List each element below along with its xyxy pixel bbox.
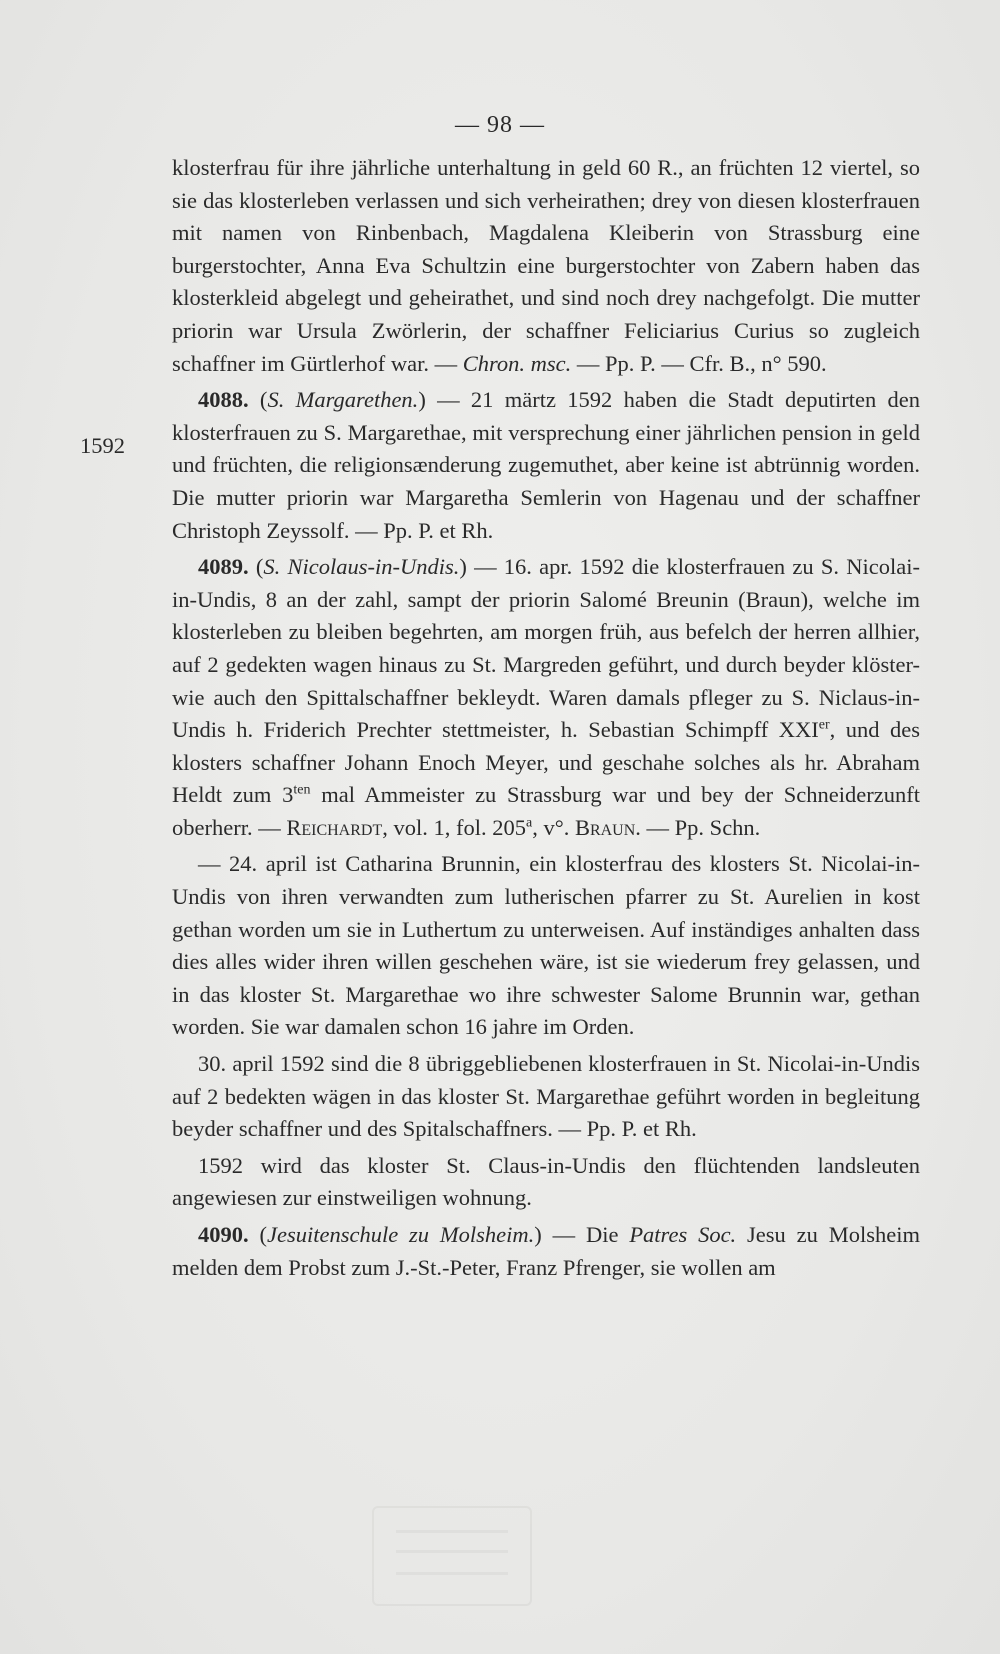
margin-year: 1592	[80, 433, 125, 458]
paragraph	[172, 848, 920, 1044]
text-segment: mal Ammeister zu Strassburg war und bey der Schneiderzunft oberherr. —	[172, 782, 920, 840]
text-segment: er	[818, 717, 830, 733]
text-segment: ) — Die	[534, 1222, 630, 1247]
page-number: — 98 —	[455, 112, 545, 138]
text-segment: (	[248, 387, 268, 413]
text-segment: — Pp. P. — Cfr. B., n° 590.	[571, 350, 827, 376]
paragraph	[172, 384, 920, 547]
text-segment: Jesu zu Molsheim melden dem Probst zum J.-St.-Peter, Franz Pfrenger, sie wollen am	[172, 1222, 920, 1280]
italic-text: S. Nicolaus-in-Undis.	[263, 554, 460, 580]
entry-number: 4089.	[198, 554, 249, 580]
italic-text: S. Margarethen.	[267, 387, 419, 413]
text-segment: 1592 wird das kloster St. Claus-in-Undis den flüchtenden landsleuten angewiesen zur einstweiligen wohnung.	[172, 1152, 920, 1211]
text-segment: ) — 21 märtz 1592 haben die Stadt deputirten den klosterfrauen zu S. Margarethae, mit versprechung einer jährlichen pension in geld und früchten, die religionsænderung zugemuthet, aber keine ist abtrünnig worden. Die mutter priorin war Margaretha Semlerin von Hagenau und der schaffner Christoph Zeyssolf. — Pp. P. et Rh.	[172, 387, 920, 543]
text-segment: , v°.	[532, 814, 575, 840]
text-segment: (	[248, 554, 264, 580]
stamp-line	[396, 1550, 508, 1553]
text-segment: (	[248, 1222, 267, 1247]
text-segment: klosterfrau für ihre jährliche unterhaltung in geld 60 R., an früchten 12 viertel, so sie das klosterleben verlassen und sich verheirathen; drey von diesen klosterfrauen mit namen von Rinbenbach, Magdalena Kleiberin von Strassburg eine burgerstochter, Anna Eva Schultzin eine burgerstochter von Zabern haben das klosterkleid abgelegt und geheirathet, und sind noch drey nachgefolgt. Die mutter priorin war Ursula Zwörlerin, der schaffner Feliciarius Curius so zugleich schaffner im Gürtlerhof war. —	[172, 155, 920, 376]
entry-number: 4088.	[198, 387, 249, 413]
italic-text: Patres Soc.	[629, 1222, 737, 1247]
paragraph	[172, 1048, 920, 1146]
stamp-line	[396, 1572, 508, 1575]
text-segment: a	[525, 815, 533, 831]
paragraph	[172, 152, 920, 380]
paragraph	[172, 1150, 920, 1215]
italic-text: Jesuitenschule zu Molsheim.	[266, 1222, 535, 1247]
text-segment: , vol. 1, fol. 205	[382, 814, 526, 840]
text-segment: . — Pp. Schn.	[635, 814, 761, 840]
library-stamp	[372, 1506, 532, 1606]
text-segment: , und des klosters schaffner Johann Enoch Meyer, und geschahe solches als hr. Abraham Heldt zum 3	[172, 717, 920, 808]
text-segment: Braun	[574, 814, 636, 840]
text-segment: Reichardt	[286, 814, 383, 840]
entry-number: 4090.	[198, 1222, 249, 1247]
text-segment: ten	[293, 782, 311, 798]
paragraph	[172, 551, 920, 844]
text-segment: — 24. april ist Catharina Brunnin, ein klosterfrau des klosters St. Nicolai-in-Undis von ihren verwandten zum lutherischen pfarrer zu St. Aurelien in kost gethan worden um sie in Luthertum zu unterweisen. Auf inständiges anhalten dass dies alles wider ihren willen geschehen wäre, ist sie wiederum frey gelassen, und in das kloster St. Margarethae wo ihre schwester Salome Brunnin war, gethan worden. Sie war damalen schon 16 jahre im Orden.	[172, 851, 920, 1040]
text-body	[172, 152, 920, 1284]
stamp-line	[396, 1530, 508, 1533]
text-segment: 30. april 1592 sind die 8 übriggebliebenen klosterfrauen in St. Nicolai-in-Undis auf 2 bedekten wägen in das kloster St. Margarethae geführt worden in begleitung beyder schaffner und des Spitalschaffners. — Pp. P. et Rh.	[172, 1051, 920, 1142]
paragraph	[172, 1219, 920, 1284]
text-segment: ) — 16. apr. 1592 die klosterfrauen zu S. Nicolai-in-Undis, 8 an der zahl, sampt der priorin Salomé Breunin (Braun), welche im klosterleben zu bleiben begehrten, am morgen früh, aus befelch der herren allhier, auf 2 gedekten wagen hinaus zu St. Margreden geführt, und durch beyder klöster- wie auch den Spittalschaffner bekleydt. Waren damals pfleger zu S. Niclaus-in-Undis h. Friderich Prechter stettmeister, h. Sebastian Schimpff XXI	[172, 554, 920, 743]
italic-text: Chron. msc.	[462, 350, 572, 376]
